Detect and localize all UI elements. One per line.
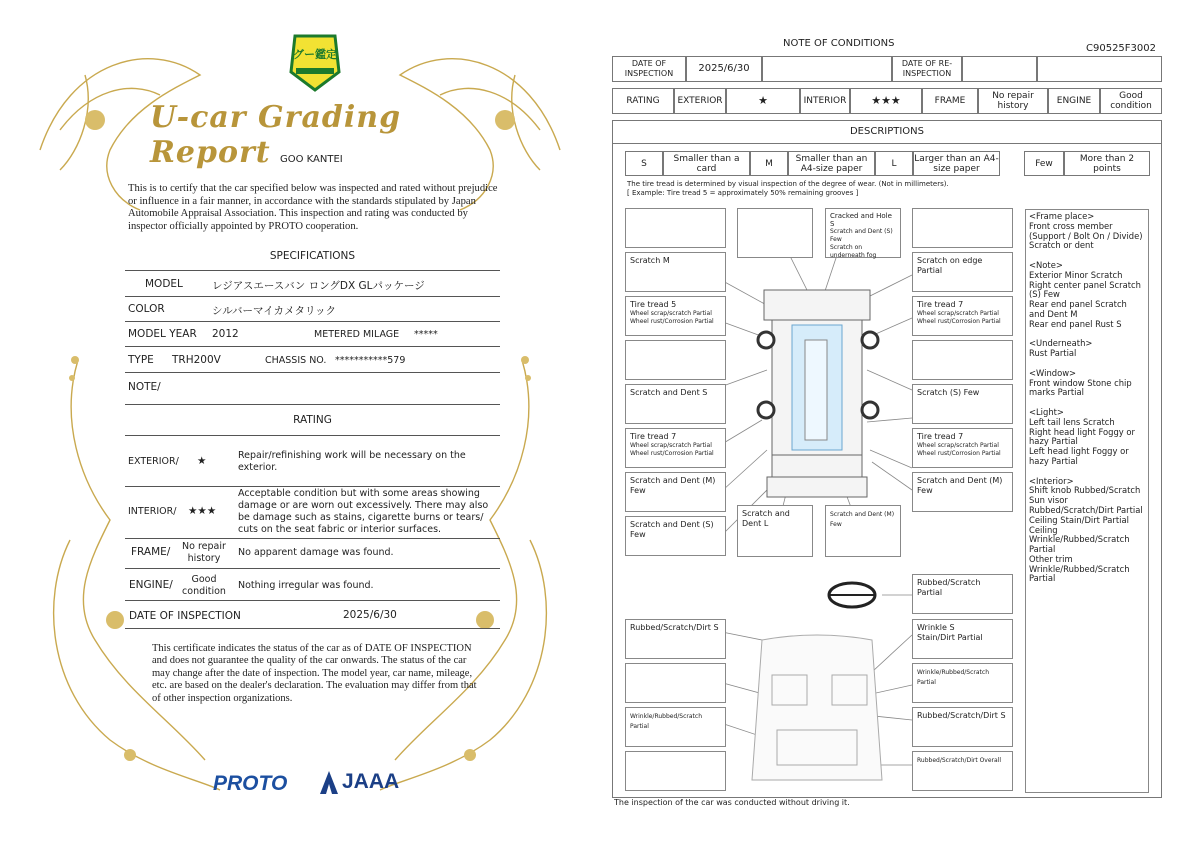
specifications-heading: SPECIFICATIONS (269, 250, 356, 262)
condition-text: Wheel scrap/scratch Partial (630, 310, 712, 317)
condition-text: Wrinkle/Rubbed/Scratch Partial (630, 713, 702, 730)
condition-text: Tire tread 7 (917, 432, 964, 441)
jaaa-logo-icon (318, 770, 340, 796)
divider (125, 270, 500, 271)
certificate-footnote: This certificate indicates the status of the car as of DATE OF INSPECTION and does not guarantee the quality of the car onwards. The status of the car may change after the date of inspection. The model year, car name, mileage, etc. are based on the dealer's declaration. The evaluation may differ from that of other inspection organizations. (152, 643, 477, 704)
rating-label-cell: RATING (612, 88, 674, 114)
exterior-label: EXTERIOR/ (128, 456, 179, 467)
empty-cell (962, 56, 1037, 82)
divider (125, 435, 500, 436)
interior-description: Acceptable condition but with some areas showing damage or are worn out excessively. There may also be damage such as stains, cigarette burns or tears/ cuts on the seat fabric or interior surfaces. (238, 488, 489, 535)
condition-box (625, 751, 726, 791)
engine-label-cell: ENGINE (1048, 88, 1100, 114)
condition-text: Scratch and Dent (M) Few (830, 511, 895, 528)
condition-box (737, 505, 813, 557)
proto-logo: PROTO (213, 772, 288, 795)
legend-l: L (875, 151, 913, 176)
legend-m-description: Smaller than an A4-size paper (788, 151, 875, 176)
condition-text: Rubbed/Scratch/Dirt S (917, 711, 1006, 720)
divider (125, 628, 500, 629)
divider (125, 404, 500, 405)
note-label: NOTE/ (128, 381, 161, 393)
model-value: レジアスエースバン ロングDX GLパッケージ (212, 280, 425, 292)
condition-text: Wrinkle S (917, 623, 955, 632)
chassis-value: ***********579 (335, 355, 406, 366)
legend-s: S (625, 151, 663, 176)
divider (125, 296, 500, 297)
condition-box (625, 296, 726, 336)
condition-box (912, 619, 1013, 659)
tire-tread-example: [ Example: Tire tread 5 = approximately 50% remaining grooves ] (627, 189, 859, 197)
condition-box (625, 663, 726, 703)
reinspection-label-cell: DATE OF RE-INSPECTION (892, 56, 962, 82)
chassis-label: CHASSIS NO. (265, 355, 327, 366)
condition-text: Wheel rust/Corrosion Partial (917, 318, 1001, 325)
condition-text: Scratch on underneath fog (830, 244, 877, 259)
condition-text: Scratch and Dent L (742, 509, 790, 528)
frame-value-cell: No repair history (978, 88, 1048, 114)
doi-value-cell: 2025/6/30 (686, 56, 762, 82)
condition-text: Scratch and Dent (S) Few (830, 228, 893, 243)
condition-text: Wheel rust/Corrosion Partial (630, 450, 714, 457)
condition-box (625, 472, 726, 512)
condition-box (912, 663, 1013, 703)
exterior-stars-cell: ★ (726, 88, 800, 114)
condition-text: Wheel scrap/scratch Partial (917, 442, 999, 449)
condition-text: Tire tread 7 (630, 432, 677, 441)
frame-value: No repair history (182, 541, 226, 564)
condition-box (912, 340, 1013, 380)
interior-label-cell: INTERIOR (800, 88, 850, 114)
model-label: MODEL (145, 278, 183, 290)
condition-text: Wheel scrap/scratch Partial (630, 442, 712, 449)
divider (125, 372, 500, 373)
condition-text: Wheel rust/Corrosion Partial (917, 450, 1001, 457)
exterior-stars: ★ (197, 455, 207, 467)
certification-text: This is to certify that the car specified below was inspected and rated without prejudice or influence in a fair manner, in accordance with the standards stipulated by Japan Automobile Appraisal Association. This inspection and rating was conducted by inspector officially appointed by PROTO cooperation. (128, 183, 498, 232)
condition-text: Scratch and Dent S (630, 388, 708, 397)
exterior-label-cell: EXTERIOR (674, 88, 726, 114)
frame-label: FRAME/ (131, 546, 171, 558)
interior-stars: ★★★ (188, 505, 217, 517)
legend-few: Few (1024, 151, 1064, 176)
engine-label: ENGINE/ (129, 579, 173, 591)
empty-cell (1037, 56, 1162, 82)
condition-box (625, 619, 726, 659)
color-label: COLOR (128, 303, 165, 315)
date-of-inspection-label: DATE OF INSPECTION (129, 610, 241, 622)
badge-text: グー鑑定 (293, 48, 337, 61)
condition-text: Scratch and Dent (M) Few (917, 476, 1003, 495)
condition-text: Rubbed/Scratch/Dirt Overall (917, 757, 1002, 764)
condition-text: Scratch and Dent (S) Few (630, 520, 714, 539)
condition-box (912, 428, 1013, 468)
condition-box (912, 472, 1013, 512)
condition-box (912, 707, 1013, 747)
engine-description: Nothing irregular was found. (238, 580, 374, 591)
condition-box (625, 428, 726, 468)
condition-box (625, 208, 726, 248)
condition-box (912, 296, 1013, 336)
divider (125, 321, 500, 322)
mileage-value: ***** (414, 329, 438, 340)
type-label: TYPE (128, 354, 154, 366)
interior-stars-cell: ★★★ (850, 88, 922, 114)
condition-box (625, 516, 726, 556)
goo-kantei-label: GOO KANTEI (280, 154, 343, 165)
empty-cell (762, 56, 892, 82)
color-value: シルバーマイカメタリック (212, 305, 337, 317)
legend-few-description: More than 2 points (1064, 151, 1150, 176)
report-title: U-car Grading Report (150, 100, 402, 170)
interior-label: INTERIOR/ (128, 506, 177, 517)
legend-l-description: Larger than an A4-size paper (913, 151, 1000, 176)
doi-label-cell: DATE OF INSPECTION (612, 56, 686, 82)
condition-text: Scratch and Dent (M) Few (630, 476, 716, 495)
divider (125, 538, 500, 539)
model-year-label: MODEL YEAR (128, 328, 197, 340)
condition-box (912, 208, 1013, 248)
inspection-footer: The inspection of the car was conducted without driving it. (614, 798, 850, 807)
condition-text: Wrinkle/Rubbed/Scratch Partial (917, 669, 989, 686)
condition-text: Rubbed/Scratch/Dirt S (630, 623, 719, 632)
divider (125, 600, 500, 601)
exterior-description: Repair/refinishing work will be necessary on the exterior. (238, 450, 466, 473)
condition-box (912, 384, 1013, 424)
frame-label-cell: FRAME (922, 88, 978, 114)
condition-box (825, 208, 901, 258)
document-code: C90525F3002 (1086, 43, 1156, 54)
type-value: TRH200V (172, 354, 221, 366)
condition-notes: <Frame place> Front cross member (Support / Bolt On / Divide) Scratch or dent <Note> Exterior Minor Scratch Right center panel Scratch (S) Few Rear end panel Scratch and Dent M Rear end panel Rust S <Underneath> Rust Partial <Window> Front window Stone chip marks Partial <Light> Left tail lens Scratch Right head light Foggy or hazy Partial Left head light Foggy or hazy Partial <Interior> Shift knob Rubbed/Scratch Sun visor Rubbed/Scratch/Dirt Partial Ceiling Stain/Dirt Partial Ceiling Wrinkle/Rubbed/Scratch Partial Other trim Wrinkle/Rubbed/Scratch Partial (1025, 209, 1149, 793)
divider (125, 568, 500, 569)
condition-text: Tire tread 7 (917, 300, 964, 309)
condition-box (625, 252, 726, 292)
legend-m: M (750, 151, 788, 176)
engine-value: Good condition (182, 574, 226, 597)
condition-text: Rubbed/Scratch Partial (917, 578, 981, 597)
note-of-conditions-heading: NOTE OF CONDITIONS (783, 38, 895, 49)
goo-kantei-badge (287, 32, 343, 92)
condition-text: Cracked and Hole S (830, 212, 892, 228)
condition-box (825, 505, 901, 557)
condition-box (625, 340, 726, 380)
divider (125, 346, 500, 347)
model-year-value: 2012 (212, 328, 239, 340)
frame-description: No apparent damage was found. (238, 547, 394, 558)
condition-text: Scratch on edge Partial (917, 256, 983, 275)
condition-text: Stain/Dirt Partial (917, 633, 983, 642)
tire-tread-note: The tire tread is determined by visual inspection of the degree of wear. (Not in millimeters). (627, 180, 949, 188)
condition-box (737, 208, 813, 258)
legend-s-description: Smaller than a card (663, 151, 750, 176)
engine-value-cell: Good condition (1100, 88, 1162, 114)
divider (125, 486, 500, 487)
condition-text: Scratch (S) Few (917, 388, 980, 397)
condition-text: Wheel rust/Corrosion Partial (630, 318, 714, 325)
condition-text: Scratch M (630, 256, 670, 265)
jaaa-logo: JAAA (342, 770, 400, 793)
rating-heading: RATING (293, 414, 332, 426)
condition-box (912, 751, 1013, 791)
condition-box (625, 384, 726, 424)
condition-box (912, 252, 1013, 292)
descriptions-heading: DESCRIPTIONS (612, 120, 1162, 144)
mileage-label: METERED MILAGE (314, 329, 400, 340)
condition-box (912, 574, 1013, 614)
condition-box (625, 707, 726, 747)
condition-text: Wheel scrap/scratch Partial (917, 310, 999, 317)
date-of-inspection-value: 2025/6/30 (343, 609, 397, 621)
condition-text: Tire tread 5 (630, 300, 677, 309)
